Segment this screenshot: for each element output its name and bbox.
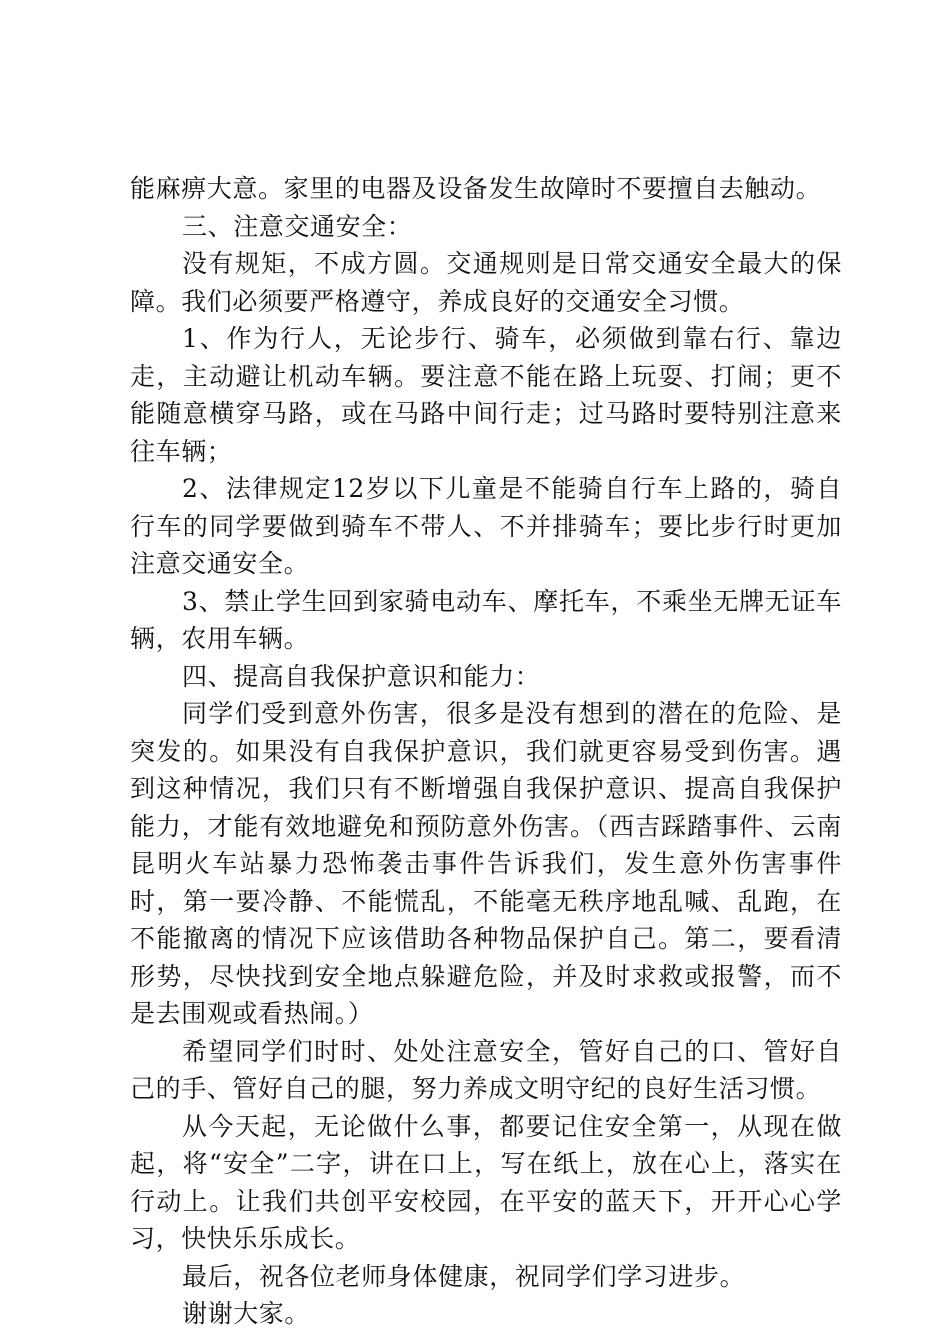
paragraph-continuation: 能麻痹大意。家里的电器及设备发生故障时不要擅自去触动。 [130,174,822,203]
section-heading-self-protection: 四、提高自我保护意识和能力： [182,661,541,691]
document-body [130,170,842,1333]
paragraph-safety-first: 从今天起，无论做什么事，都要记住安全第一，从现在做起，将“安全”二字，讲在口上，写在纸上，放在心上，落实在行动上。让我们共创平安校园，在平安的蓝天下，开开心心学习，快快乐乐成长。 [130,1111,842,1253]
paragraph-closing-wishes: 最后，祝各位老师身体健康，祝同学们学习进步。 [182,1261,746,1291]
section-heading-traffic-safety: 三、注意交通安全： [182,211,413,241]
paragraph-self-protection: 同学们受到意外伤害，很多是没有想到的潜在的危险、是突发的。如果没有自我保护意识，我们就更容易受到伤害。遇到这种情况，我们只有不断增强自我保护意识、提高自我保护能力，才能有效地避免和预防意外伤害。（西吉踩踏事件、云南昆明火车站暴力恐怖袭击事件告诉我们，发生意外伤害事件时，第一要冷静、不能慌乱，不能毫无秩序地乱喊、乱跑，在不能撤离的情况下应该借助各种物品保护自己。第二，要看清形势，尽快找到安全地点躲避危险，并及时求救或报警，而不是去围观或看热闹。） [130,699,842,1028]
paragraph-hope: 希望同学们时时、处处注意安全，管好自己的口、管好自己的手、管好自己的腿，努力养成文明守纪的良好生活习惯。 [130,1036,842,1103]
paragraph-traffic-rules: 没有规矩，不成方圆。交通规则是日常交通安全最大的保障。我们必须要严格遵守，养成良好的交通安全习惯。 [130,249,842,316]
paragraph-pedestrian: 1、作为行人，无论步行、骑车，必须做到靠右行、靠边走，主动避让机动车辆。要注意不能在路上玩耍、打闹；更不能随意横穿马路，或在马路中间行走；过马路时要特别注意来往车辆； [130,324,842,466]
paragraph-motor-ban: 3、禁止学生回到家骑电动车、摩托车，不乘坐无牌无证车辆，农用车辆。 [130,586,842,653]
paragraph-bicycle-law: 2、法律规定12岁以下儿童是不能骑自行车上路的，骑自行车的同学要做到骑车不带人、不并排骑车；要比步行时更加注意交通安全。 [130,474,842,578]
paragraph-thanks: 谢谢大家。 [182,1299,311,1328]
